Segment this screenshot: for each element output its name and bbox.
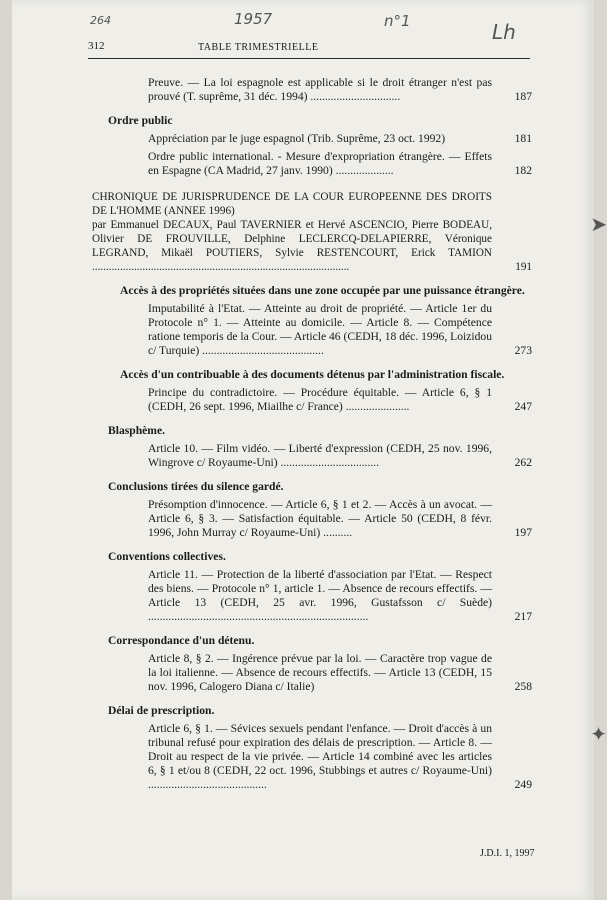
section-heading: Conventions collectives. xyxy=(108,550,226,563)
index-entry xyxy=(148,132,532,146)
page-number: 312 xyxy=(88,40,105,52)
index-entry xyxy=(148,722,532,792)
section-heading: Accès d'un contribuable à des documents détenus par l'administration fiscale. xyxy=(120,368,505,381)
index-entry xyxy=(148,498,532,540)
index-entry xyxy=(148,568,532,624)
entry-page: 249 xyxy=(514,778,532,791)
section-heading: Conclusions tirées du silence gardé. xyxy=(108,480,284,493)
index-entry xyxy=(148,76,532,104)
entry-text: Présomption d'innocence. — Article 6, § 1 et 2. — Accès à un avocat. — Article 6, § 3. — Satisfaction équitable. — Article 50 (CEDH, 8 févr. 1996, John Murray c/ Royaume-Uni) .......... xyxy=(148,498,492,539)
index-entry xyxy=(148,652,532,694)
entry-text: Ordre public international. - Mesure d'expropriation étrangère. — Effets en Espagne (CA Madrid, 27 janv. 1990) .................... xyxy=(148,150,492,177)
entry-text: Preuve. — La loi espagnole est applicable si le droit étranger n'est pas prouvé (T. suprême, 31 déc. 1994) ............................... xyxy=(148,76,492,103)
handwritten-note-center-2: n°1 xyxy=(384,12,411,30)
document-page xyxy=(12,0,594,900)
chronicle-block xyxy=(92,190,532,274)
section-heading: Blasphème. xyxy=(108,424,166,437)
running-title: TABLE TRIMESTRIELLE xyxy=(198,42,319,53)
entry-page: 273 xyxy=(514,344,532,357)
chronicle-page: 191 xyxy=(515,261,532,273)
entry-page: 187 xyxy=(514,90,532,103)
index-entry xyxy=(148,386,532,414)
entry-page: 182 xyxy=(514,164,532,177)
section-heading: Accès à des propriétés situées dans une zone occupée par une puissance étrangère. xyxy=(120,284,525,297)
chronicle-authors: par Emmanuel DECAUX, Paul TAVERNIER et Hervé ASCENCIO, Pierre BODEAU, Olivier DE FROUVILLE, Delphine LECLERCQ-DELAPIERRE, Véronique LEGRAND, Mikaël POUTIERS, Sylvie RESTENCOURT, Erick TAMION ............................................................................................ xyxy=(92,219,492,273)
entry-page: 217 xyxy=(514,610,532,623)
entry-text: Article 8, § 2. — Ingérence prévue par la loi. — Caractère trop vague de la loi italienne. — Absence de recours effectifs. — Article 13 (CEDH, 15 nov. 1996, Calogero Diana c/ Italie) xyxy=(148,652,492,693)
index-entry xyxy=(148,150,532,178)
entry-text: Article 10. — Film vidéo. — Liberté d'expression (CEDH, 25 nov. 1996, Wingrove c/ Royaume-Uni) .................................. xyxy=(148,442,492,469)
section-heading: Correspondance d'un détenu. xyxy=(108,634,255,647)
page-footer: J.D.I. 1, 1997 xyxy=(480,848,535,859)
chronicle-title: CHRONIQUE DE JURISPRUDENCE DE LA COUR EUROPEENNE DES DROITS DE L'HOMME (ANNEE 1996) xyxy=(92,191,492,217)
index-content xyxy=(92,72,532,792)
entry-page: 247 xyxy=(514,400,532,413)
margin-mark-icon: ➤ xyxy=(590,214,607,236)
entry-page: 258 xyxy=(514,680,532,693)
section-heading: Ordre public xyxy=(108,114,173,127)
entry-text: Article 6, § 1. — Sévices sexuels pendant l'enfance. — Droit d'accès à un tribunal refusé pour expiration des délais de prescription. — Article 8. — Droit au respect de la vie privée. — Article 14 combiné avec les articles 6, § 1 et/ou 8 (CEDH, 22 oct. 1996, Stubbings et autres c/ Royaume-Uni) ......................................... xyxy=(148,722,492,791)
entry-text: Imputabilité à l'Etat. — Atteinte au droit de propriété. — Article 1er du Protocole n° 1. — Atteinte au domicile. — Article 8. — Compétence ratione temporis de la Cour. — Article 46 (CEDH, 18 déc. 1996, Loizidou c/ Turquie) .......................................... xyxy=(148,302,492,357)
index-entry xyxy=(148,442,532,470)
entry-text: Appréciation par le juge espagnol (Trib. Suprême, 23 oct. 1992) xyxy=(148,132,446,145)
margin-mark-icon: ✦ xyxy=(590,724,607,746)
handwritten-note-left: 264 xyxy=(90,14,111,27)
handwritten-note-center: 1957 xyxy=(234,10,273,28)
header-rule xyxy=(88,58,530,59)
entry-page: 262 xyxy=(514,456,532,469)
handwritten-note-right: Lh xyxy=(492,20,516,44)
index-entry xyxy=(148,302,532,358)
entry-page: 181 xyxy=(514,132,532,145)
section-heading: Délai de prescription. xyxy=(108,704,215,717)
entry-text: Principe du contradictoire. — Procédure équitable. — Article 6, § 1 (CEDH, 26 sept. 1996, Miailhe c/ France) ...................... xyxy=(148,386,492,413)
entry-page: 197 xyxy=(514,526,532,539)
entry-text: Article 11. — Protection de la liberté d'association par l'Etat. — Respect des biens. — Protocole n° 1, article 1. — Absence de recours effectifs. — Article 13 (CEDH, 25 avr. 1996, Gustafsson c/ Suède) ............................................................................ xyxy=(148,568,492,623)
